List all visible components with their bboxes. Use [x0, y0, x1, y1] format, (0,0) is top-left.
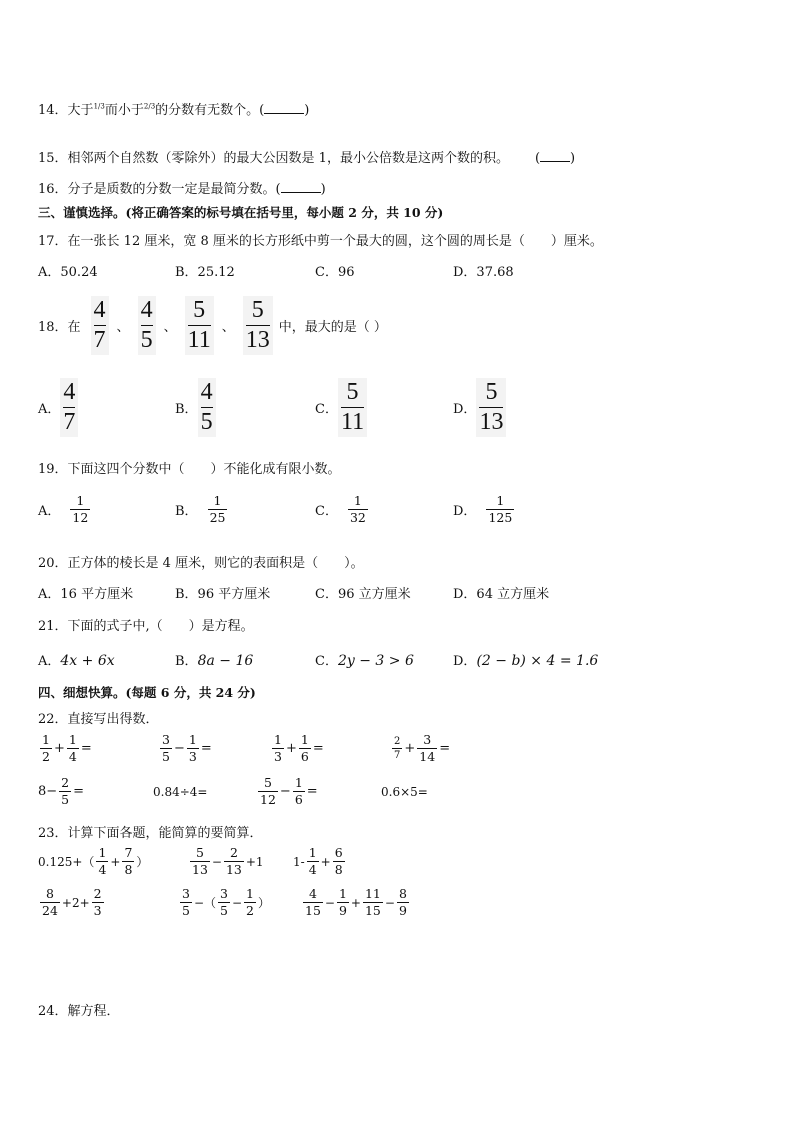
option-c[interactable]: C． 5 11 — [315, 378, 367, 437]
fraction: $\frac{3}{5}$ — [162, 732, 170, 765]
fraction: $\frac{1}{4}$ — [308, 845, 317, 878]
calc-item: $\frac{4}{15}$ − $\frac{1}{9}$ + $\frac{11}{15}$ − $\frac{8}{9}$ — [305, 886, 407, 919]
calc-item: 1- $\frac{1}{4}$ + $\frac{6}{8}$ — [293, 845, 343, 878]
option-a[interactable]: A．50.24 — [38, 265, 98, 280]
fraction: $\frac{2}{7}$ — [394, 735, 401, 762]
option-c[interactable]: C．96 立方厘米 — [315, 587, 411, 602]
fraction: $\frac{1}{12}$ — [72, 493, 89, 526]
calc-item: 0.84÷4= — [153, 785, 208, 799]
option-d[interactable]: D．37.68 — [453, 265, 514, 280]
fraction: $\frac{1}{3}$ — [274, 732, 282, 765]
fraction: $\frac{1}{6}$ — [300, 732, 309, 765]
option-c[interactable]: C．96 — [315, 265, 355, 280]
option-d[interactable]: D．(2 − b) × 4 = 1.6 — [453, 653, 599, 669]
calc-item: $\frac{3}{5}$ − $\frac{1}{3}$ = — [162, 732, 212, 765]
calc-item: $\frac{8}{24}$ +2+ $\frac{2}{3}$ — [42, 886, 102, 919]
option-a[interactable]: A． $\frac{1}{12}$ — [38, 493, 89, 526]
option-b[interactable]: B． 4 5 — [175, 378, 216, 437]
fraction: $\frac{5}{13}$ — [192, 845, 208, 878]
fraction: 4 5 — [138, 296, 156, 355]
question-text: 大于 — [67, 103, 94, 118]
option-b[interactable]: B．8a − 16 — [175, 653, 254, 669]
question-text: 的分数有无数个。( — [155, 103, 265, 118]
calc-item: $\frac{1}{3}$ + $\frac{1}{6}$ = — [274, 732, 324, 765]
fraction: 4 7 — [91, 296, 109, 355]
fraction: $\frac{6}{8}$ — [334, 845, 343, 878]
question-22-stem: 22．直接写出得数． — [38, 712, 159, 727]
question-24-stem: 24．解方程． — [38, 1004, 120, 1019]
fraction-two-thirds: 2/3 — [143, 102, 156, 111]
fraction: $\frac{11}{15}$ — [364, 886, 381, 919]
fraction: 4 7 — [60, 378, 78, 437]
answer-blank[interactable] — [264, 101, 304, 114]
fraction: 4 5 — [198, 378, 216, 437]
calc-item: $\frac{5}{12}$ − $\frac{1}{6}$ = — [260, 775, 318, 808]
fraction: 5 11 — [338, 378, 367, 437]
option-c[interactable]: C． $\frac{1}{32}$ — [315, 493, 366, 526]
option-b[interactable]: B． $\frac{1}{25}$ — [175, 493, 226, 526]
question-14: 14．大于$^{1/3}$而小于$^{2/3}$的分数有无数个。( ) — [38, 102, 310, 118]
fraction: 5 11 — [185, 296, 214, 355]
fraction: $\frac{2}{5}$ — [61, 775, 70, 808]
fraction: $\frac{1}{125}$ — [488, 493, 513, 526]
option-d[interactable]: D． 5 13 — [453, 378, 506, 437]
expression: 4x + 6x — [60, 653, 115, 669]
option-a[interactable]: A．4x + 6x — [38, 653, 115, 669]
answer-blank[interactable] — [281, 180, 321, 193]
option-d[interactable]: D． $\frac{1}{125}$ — [453, 493, 513, 526]
calc-item: 8− $\frac{2}{5}$ = — [38, 775, 85, 808]
calc-item: 0.125+ （ $\frac{1}{4}$ + $\frac{7}{8}$ ） — [38, 845, 149, 878]
question-20-stem: 20．正方体的棱长是 4 厘米，则它的表面积是（ ）。 — [38, 556, 364, 571]
question-text: 而小于 — [104, 103, 144, 118]
fraction: $\frac{4}{15}$ — [305, 886, 321, 919]
question-23-stem: 23．计算下面各题，能简算的要简算． — [38, 826, 263, 841]
calc-item: 0.6×5= — [381, 785, 428, 799]
calc-item: $\frac{3}{5}$ − （ $\frac{3}{5}$ − $\frac{1}{2}$ ） — [182, 886, 271, 919]
question-15: 15．相邻两个自然数（零除外）的最大公因数是 1，最小公倍数是这两个数的积。 ( ) — [38, 151, 576, 166]
fraction-one-third: 1/3 — [93, 102, 105, 111]
fraction: $\frac{1}{3}$ — [188, 732, 197, 765]
question-text: 15．相邻两个自然数（零除外）的最大公因数是 1，最小公倍数是这两个数的积。 — [38, 151, 509, 166]
fraction: 5 13 — [243, 296, 273, 355]
question-21-stem: 21．下面的式子中,（ ）是方程。 — [38, 619, 254, 634]
fraction: $\frac{8}{24}$ — [42, 886, 58, 919]
option-b[interactable]: B．25.12 — [175, 265, 235, 280]
section-3-heading: 三、谨慎选择。(将正确答案的标号填在括号里，每小题 2 分，共 10 分) — [38, 205, 444, 220]
option-a[interactable]: A． 4 7 — [38, 378, 78, 437]
fraction: $\frac{1}{25}$ — [209, 493, 226, 526]
option-d[interactable]: D．64 立方厘米 — [453, 587, 550, 602]
fraction: $\frac{1}{32}$ — [349, 493, 366, 526]
fraction: $\frac{2}{3}$ — [93, 886, 102, 919]
question-number: 14． — [38, 103, 68, 118]
calc-item: $\frac{2}{7}$ + $\frac{3}{14}$ = — [394, 732, 451, 765]
fraction: $\frac{1}{9}$ — [338, 886, 347, 919]
fraction: $\frac{8}{9}$ — [398, 886, 407, 919]
calc-item: $\frac{5}{13}$ − $\frac{2}{13}$ +1 — [192, 845, 264, 878]
expression: (2 − b) × 4 = 1.6 — [476, 653, 599, 669]
option-c[interactable]: C．2y − 3 > 6 — [315, 653, 414, 669]
fraction: $\frac{1}{4}$ — [68, 732, 77, 765]
calc-item: $\frac{1}{2}$ + $\frac{1}{4}$ = — [42, 732, 92, 765]
fraction: $\frac{1}{2}$ — [42, 732, 50, 765]
fraction: $\frac{2}{13}$ — [225, 845, 242, 878]
fraction: 5 13 — [476, 378, 506, 437]
expression: 2y − 3 > 6 — [337, 653, 414, 669]
answer-blank[interactable] — [540, 149, 570, 162]
fraction: $\frac{1}{2}$ — [246, 886, 254, 919]
question-17-stem: 17．在一张长 12 厘米，宽 8 厘米的长方形纸中剪一个最大的圆，这个圆的周长是（ ）厘米。 — [38, 234, 603, 249]
fraction: $\frac{7}{8}$ — [124, 845, 133, 878]
option-a[interactable]: A．16 平方厘米 — [38, 587, 134, 602]
option-b[interactable]: B．96 平方厘米 — [175, 587, 271, 602]
fraction: $\frac{3}{5}$ — [182, 886, 190, 919]
fraction: $\frac{3}{14}$ — [419, 732, 436, 765]
expression: 8a − 16 — [197, 653, 254, 669]
question-16: 16．分子是质数的分数一定是最简分数。( ) — [38, 182, 326, 197]
fraction: $\frac{5}{12}$ — [260, 775, 276, 808]
section-4-heading: 四、细想快算。(每题 6 分，共 24 分) — [38, 685, 256, 700]
fraction: $\frac{1}{6}$ — [294, 775, 303, 808]
question-19-stem: 19．下面这四个分数中（ ）不能化成有限小数。 — [38, 462, 341, 477]
question-18-stem: 18．在 4 7 、 4 5 、 5 11 、 5 13 中，最大的是（ ） — [38, 296, 387, 355]
question-text: 16．分子是质数的分数一定是最简分数。( — [38, 182, 281, 197]
fraction: $\frac{3}{5}$ — [220, 886, 228, 919]
fraction: $\frac{1}{4}$ — [98, 845, 107, 878]
